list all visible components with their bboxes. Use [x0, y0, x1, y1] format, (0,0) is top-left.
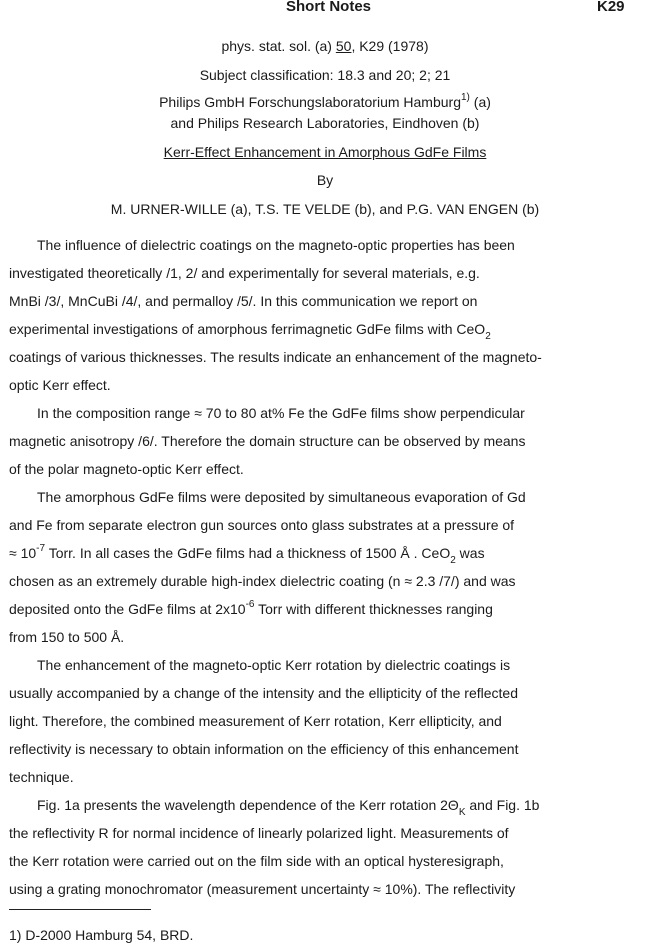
- text-line: from 150 to 500 Å.: [9, 629, 125, 645]
- paragraph-1: [9, 235, 647, 403]
- text-line: reflectivity is necessary to obtain information on the efficiency of this enhancement: [9, 741, 519, 757]
- text-line: the reflectivity R for normal incidence of linearly polarized light. Measurements of: [9, 825, 509, 841]
- affiliation-hamburg: Philips GmbH Forschungslaboratorium Hamburg$^{1)}$ (a): [159, 92, 491, 110]
- text-line: light. Therefore, the combined measurement of Kerr rotation, Kerr ellipticity, and: [9, 713, 502, 729]
- text-line: The amorphous GdFe films were deposited by simultaneous evaporation of Gd: [37, 489, 526, 505]
- footnote-divider: [9, 909, 151, 910]
- text-line: chosen as an extremely durable high-index dielectric coating (n ≈ 2.3 /7/) and was: [9, 573, 516, 589]
- paragraph-3: [9, 487, 647, 655]
- paragraph-4: [9, 655, 647, 795]
- text-line: technique.: [9, 769, 74, 785]
- text-line: deposited onto the GdFe films at $2x10^{-6}$ Torr with different thicknesses ranging: [9, 599, 493, 617]
- footnote: 1) D-2000 Hamburg 54, BRD.: [9, 927, 194, 943]
- subject-classification: Subject classification: 18.3 and 20; 2; 21: [199, 67, 451, 83]
- citation: phys. stat. sol. (a) 50, K29 (1978): [221, 38, 429, 54]
- page-number: K29: [597, 0, 625, 15]
- body-text: [9, 235, 647, 907]
- text-line: The influence of dielectric coatings on the magneto-optic properties has been: [37, 237, 515, 253]
- text-line: coatings of various thicknesses. The results indicate an enhancement of the magneto-: [9, 349, 542, 365]
- paragraph-5: [9, 795, 647, 907]
- text-line: investigated theoretically /1, 2/ and experimentally for several materials, e.g.: [9, 265, 480, 281]
- by-line: By: [316, 172, 334, 188]
- text-line: experimental investigations of amorphous ferrimagnetic GdFe films with CeO$_2$: [9, 321, 491, 342]
- volume-number: 50: [335, 38, 352, 54]
- running-header-title: Short Notes: [286, 0, 372, 15]
- paper-title: Kerr-Effect Enhancement in Amorphous GdFe Films: [163, 144, 487, 160]
- text-line: ≈ $10^{-7}$ Torr. In all cases the GdFe films had a thickness of 1500 Å . CeO$_2$ was: [9, 543, 485, 566]
- affiliation-eindhoven: and Philips Research Laboratories, Eindhoven (b): [170, 115, 480, 131]
- footnote-marker: 1): [461, 92, 470, 103]
- text-line: and Fe from separate electron gun sources onto glass substrates at a pressure of: [9, 517, 515, 533]
- text-line: of the polar magneto-optic Kerr effect.: [9, 461, 244, 477]
- authors: M. URNER-WILLE (a), T.S. TE VELDE (b), and P.G. VAN ENGEN (b): [110, 201, 540, 217]
- text-line: magnetic anisotropy /6/. Therefore the domain structure can be observed by means: [9, 433, 526, 449]
- text-line: MnBi /3/, MnCuBi /4/, and permalloy /5/. In this communication we report on: [9, 293, 478, 309]
- text-line: In the composition range ≈ 70 to 80 at% Fe the GdFe films show perpendicular: [37, 405, 525, 421]
- text-line: the Kerr rotation were carried out on the film side with an optical hysteresigraph,: [9, 853, 504, 869]
- paragraph-2: [9, 403, 647, 487]
- text-line: Fig. 1a presents the wavelength dependence of the Kerr rotation $2\Theta_K$ and Fig. 1b: [37, 797, 540, 818]
- text-line: The enhancement of the magneto-optic Kerr rotation by dielectric coatings is: [37, 657, 511, 673]
- text-line: using a grating monochromator (measurement uncertainty ≈ 10%). The reflectivity: [9, 881, 516, 897]
- text-line: usually accompanied by a change of the intensity and the ellipticity of the reflected: [9, 685, 518, 701]
- text-line: optic Kerr effect.: [9, 377, 111, 393]
